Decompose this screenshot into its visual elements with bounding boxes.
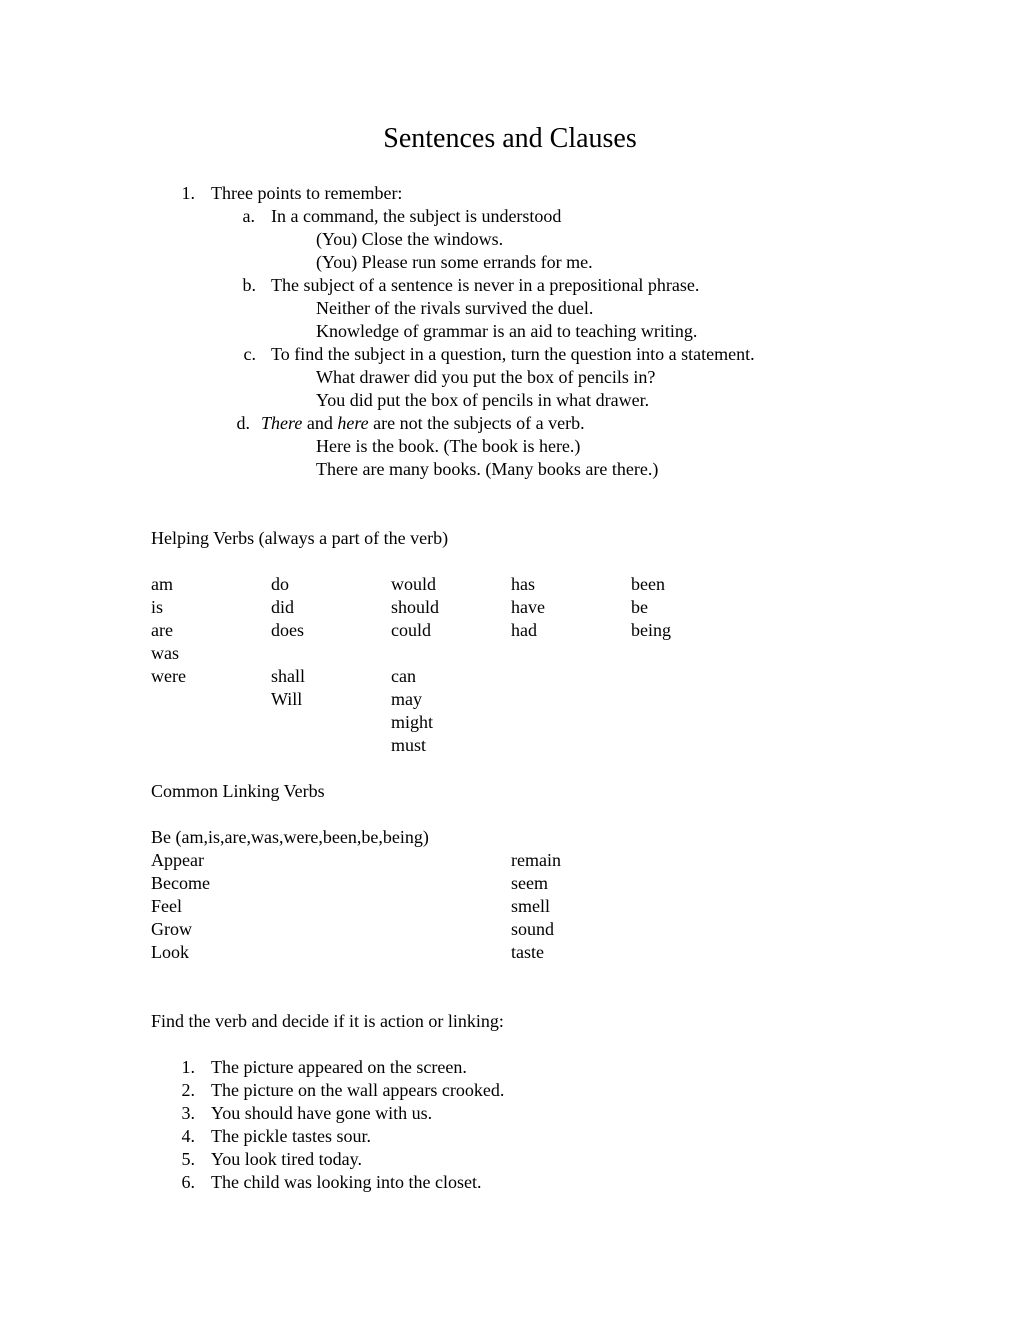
- verb-word: be: [631, 597, 648, 617]
- verb-word: must: [391, 735, 427, 755]
- be-line: Be (am,is,are,was,were,been,be,being): [151, 827, 429, 847]
- verb-word: am: [151, 574, 173, 594]
- exercise-item-number: 2.: [181, 1080, 195, 1100]
- verb-word: been: [631, 574, 665, 594]
- verb-word: Will: [271, 689, 303, 709]
- verb-word: [271, 642, 305, 665]
- exercise-item-text: You look tired today.: [211, 1149, 363, 1169]
- example-line: Knowledge of grammar is an aid to teaching writing.: [316, 321, 698, 341]
- linking-verb: taste: [511, 942, 544, 962]
- italic-word-here: here: [337, 413, 369, 433]
- verb-word: might: [391, 712, 434, 732]
- linking-verb: Look: [151, 942, 189, 962]
- verb-word: [391, 642, 439, 665]
- italic-word-there: There: [261, 413, 303, 433]
- exercise-item-text: You should have gone with us.: [211, 1103, 433, 1123]
- example-line: Here is the book. (The book is here.): [316, 436, 581, 456]
- linking-verb: seem: [511, 873, 548, 893]
- verb-word: did: [271, 597, 295, 617]
- verb-word: is: [151, 597, 164, 617]
- verb-word: were: [151, 666, 186, 686]
- linking-verb: Appear: [151, 850, 204, 870]
- example-line: Neither of the rivals survived the duel.: [316, 298, 594, 318]
- exercise-item-text: The pickle tastes sour.: [211, 1126, 371, 1146]
- exercise-heading: Find the verb and decide if it is action or linking:: [151, 1011, 504, 1031]
- helping-verbs-column-3: [391, 573, 439, 757]
- example-line: What drawer did you put the box of pencils in?: [316, 367, 656, 387]
- linking-verb: sound: [511, 919, 555, 939]
- verb-word: shall: [271, 666, 305, 686]
- linking-verbs-right-column: [511, 849, 561, 964]
- example-line: You did put the box of pencils in what drawer.: [316, 390, 650, 410]
- linking-verb: remain: [511, 850, 561, 870]
- exercise-item-number: 6.: [181, 1172, 195, 1192]
- point-text: The subject of a sentence is never in a prepositional phrase.: [271, 275, 700, 295]
- verb-word: would: [391, 574, 436, 594]
- helping-verbs-column-1: [151, 573, 186, 688]
- verb-word: do: [271, 574, 289, 594]
- point-text: In a command, the subject is understood: [271, 206, 562, 226]
- verb-word: was: [151, 643, 179, 663]
- section-heading: Three points to remember:: [211, 183, 403, 203]
- exercise-item-text: The picture appeared on the screen.: [211, 1057, 467, 1077]
- verb-word: can: [391, 666, 416, 686]
- point-letter: c.: [243, 344, 256, 364]
- helping-verbs-column-2: [271, 573, 305, 711]
- exercise-item-number: 1.: [181, 1057, 195, 1077]
- verb-word: being: [631, 620, 671, 640]
- exercise-item-number: 3.: [181, 1103, 195, 1123]
- point-letter: a.: [242, 206, 255, 226]
- text-rest: are not the subjects of a verb.: [368, 413, 585, 433]
- exercise-item-text: The child was looking into the closet.: [211, 1172, 482, 1192]
- helping-verbs-column-5: [631, 573, 671, 642]
- linking-verbs-heading: Common Linking Verbs: [151, 781, 325, 801]
- point-letter: b.: [242, 275, 256, 295]
- text-and: and: [302, 413, 338, 433]
- exercise-item-text: The picture on the wall appears crooked.: [211, 1080, 505, 1100]
- linking-verb: smell: [511, 896, 550, 916]
- verb-word: have: [511, 597, 545, 617]
- verb-word: should: [391, 597, 440, 617]
- linking-verb: Become: [151, 873, 210, 893]
- exercise-item-number: 5.: [181, 1149, 195, 1169]
- linking-verbs-left-column: [151, 849, 210, 964]
- verb-word: could: [391, 620, 431, 640]
- verb-word: has: [511, 574, 535, 594]
- point-letter: d.: [236, 413, 250, 433]
- helping-verbs-heading: Helping Verbs (always a part of the verb): [151, 528, 449, 548]
- helping-verbs-column-4: [511, 573, 545, 642]
- point-text: To find the subject in a question, turn the question into a statement.: [271, 344, 755, 364]
- linking-verb: Feel: [151, 896, 182, 916]
- example-line: There are many books. (Many books are there.): [316, 459, 659, 479]
- point-text: [261, 412, 585, 435]
- example-line: (You) Please run some errands for me.: [316, 252, 593, 272]
- page-title: Sentences and Clauses: [383, 123, 637, 154]
- example-line: (You) Close the windows.: [316, 229, 504, 249]
- verb-word: may: [391, 689, 422, 709]
- verb-word: does: [271, 620, 304, 640]
- exercise-item-number: 4.: [181, 1126, 195, 1146]
- section-number: 1.: [181, 183, 195, 203]
- verb-word: are: [151, 620, 173, 640]
- linking-verb: Grow: [151, 919, 192, 939]
- verb-word: had: [511, 620, 537, 640]
